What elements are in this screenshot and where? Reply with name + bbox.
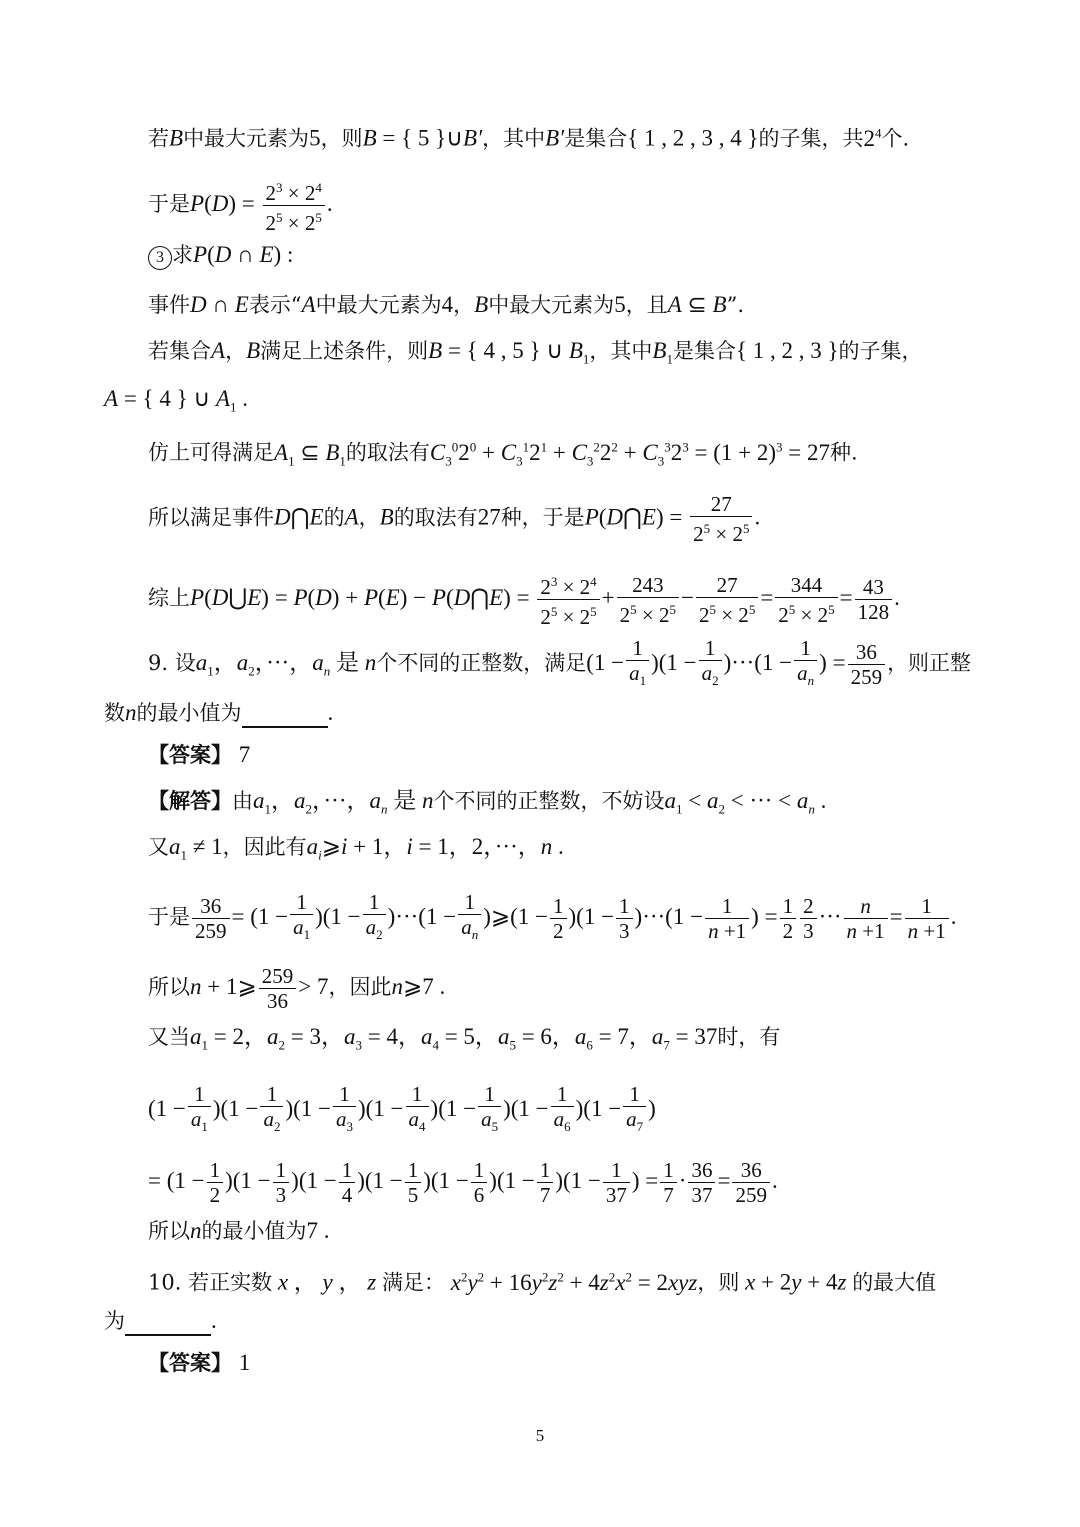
page-number: 5 (535, 1426, 545, 1445)
text: 所以 (148, 975, 190, 999)
text: 的最大值 (852, 1270, 937, 1295)
text: 个不同的正整数，满足 (376, 651, 587, 676)
solution-line-4: 所以n + 1⩾ $\frac{259}{36}$ > 7，因此n⩾7 . (148, 964, 446, 1013)
text: ，则 (320, 126, 363, 151)
line-5: 若集合A，B满足上述条件，则B = { 4 , 5 } ∪ $B_1$，其中$B_1$是集合{ 1 , 2 , 3 }的子集， (148, 338, 923, 367)
line-4: 事件D ∩ E表示“A中最大元素为4，B中最大元素为5，且A ⊆ B”. (148, 292, 745, 317)
text: 的取法有 (393, 505, 478, 530)
text: 满足上述条件，则 (260, 339, 429, 363)
text: 是集合 (564, 126, 628, 151)
question-10: 10. 若正实数 x ， y ， z 满足： $x^2y^2 + 16y^2z^2 + 4z^2x^2 = 2xyz$，则 x + 2y + 4z 的最大值 (148, 1269, 937, 1295)
text: ，因此有 (222, 835, 307, 859)
solution-line-8: 所以n的最小值为7 . (148, 1218, 330, 1243)
text: 中最大元素为 (488, 293, 615, 317)
text: ， (358, 505, 380, 530)
text: 个不同的正整数，不妨设 (433, 789, 665, 813)
text: 种，于是 (500, 505, 585, 530)
solution-line-3: 于是 $\frac{36}{259}$ = (1 − $\frac{1}{a_1}$ )(1 − $\frac{1}{a_2}$ )···(1 − $\frac{1}{a_n}$ )⩾(1 − $\frac{1}{2}$ )(1 − $\frac{1}{3}$ )···(1 − $\frac{1}{n +1}$ ) = $\frac{1}{2}$ $\frac{2}{3}$ ··· $\frac{n}{n +1}$ = $\frac{1}{n +1}$ . (148, 890, 957, 944)
text: 是集合 (672, 339, 736, 363)
text: 的最小值为 (201, 1219, 307, 1243)
solution-label: 【解答】 (148, 788, 232, 813)
solution-line-5: 又当$a_1 = 2$，$a_2 = 3$，$a_3 = 4$，$a_4 = 5$，$a_5 = 6$，$a_6 = 7$，$a_7 = 37$时，有 (148, 1024, 781, 1053)
text: 中最大元素为 (315, 293, 442, 317)
text: 为 (104, 1309, 125, 1333)
text: 满足： (381, 1270, 445, 1295)
text: 时，有 (717, 1025, 781, 1049)
text: ，则正整 (887, 651, 972, 676)
line-3: 3 求P(D ∩ E) : (148, 240, 1080, 270)
line-6: A = { 4 } ∪ $A_1$ . (104, 386, 249, 415)
text: 个. (881, 126, 910, 151)
text: ，则 (697, 1270, 740, 1295)
circled-three-icon: 3 (148, 246, 172, 270)
text: 又 (148, 835, 169, 859)
answer-10 (148, 1348, 1080, 1378)
text: ，其中 (589, 339, 653, 363)
text: 10. 若正实数 (148, 1270, 273, 1295)
line-1: 若B中最大元素为5，则B = { 5 }∪B′，其中B′是集合{ 1 , 2 , 3 , 4 }的子集，共$2^4$个. (148, 125, 910, 151)
text: 所以 (148, 1219, 190, 1243)
text: 仿上可得满足 (148, 440, 274, 465)
line-7: 仿上可得满足$A_1$ ⊆ $B_1$的取法有$C_3^02^0 + C_3^12^1 + C_3^22^2 + C_3^32^3 = (1 + 2)^3 = 27$种. (148, 439, 858, 469)
text: ， (453, 293, 475, 317)
text: 的 (323, 505, 345, 530)
text: 求 (172, 243, 193, 267)
text: 的子集，共 (758, 126, 864, 151)
text: 若集合 (148, 339, 211, 363)
text: 所以满足事件 (148, 505, 274, 530)
text: 若 (148, 126, 169, 151)
line-8: 所以满足事件D⋂E的A，B的取法有27种，于是P(D⋂E) = $\frac{27}{2^5 \times 2^5}$ . (148, 492, 761, 546)
fraction: $\frac{2^3 \times 2^4}{2^5 \times 2^5}$ (263, 176, 325, 235)
solution-line-6: (1 − $\frac{1}{a_1}$ )(1 − $\frac{1}{a_2}$ )(1 − $\frac{1}{a_3}$ )(1 − $\frac{1}{a_4}$ )(1 − $\frac{1}{a_5}$ )(1 − $\frac{1}{a_6}$ )(1 − $\frac{1}{a_7}$ ) (148, 1082, 656, 1135)
text: 又当 (148, 1025, 190, 1049)
text: 的取法有 (345, 440, 430, 465)
text: ”. (726, 293, 745, 317)
text: 于是 (148, 905, 190, 930)
line-2: 于是P(D) = $\frac{2^3 \times 2^4}{2^5 \times 2^5}$ . (148, 176, 1080, 235)
text: 综上 (148, 586, 190, 610)
text: 表示“ (248, 293, 302, 317)
text: 的最小值为 (136, 701, 242, 725)
text: ，其中 (482, 126, 546, 151)
question-9-cont: 数n的最小值为 . (104, 698, 1080, 728)
question-9: 9. 设$a_1$，$a_2$，···，$a_n$ 是 n个不同的正整数，满足(1 − $\frac{1}{a_1}$ )(1 − $\frac{1}{a_2}$ )···(1 − $\frac{1}{a_n}$ ) = $\frac{36}{259}$ ，则正整 (148, 636, 972, 690)
text: 中最大元素为 (183, 126, 310, 151)
text: 9. 设 (148, 651, 196, 676)
text: ，因此 (328, 975, 392, 999)
answer-9 (148, 740, 1080, 770)
fraction: $\frac{27}{2^5 \times 2^5}$ (690, 492, 752, 546)
solution-line-7: = (1 − $\frac{1}{2}$ )(1 − $\frac{1}{3}$ )(1 − $\frac{1}{4}$ )(1 − $\frac{1}{5}$ )(1 − $\frac{1}{6}$ )(1 − $\frac{1}{7}$ )(1 − $\frac{1}{37}$ ) = $\frac{1}{7}$ · $\frac{36}{37}$ = $\frac{36}{259}$ . (148, 1158, 778, 1207)
solution-line-2: 又$a_1 \ne 1$，因此有$a_i⩾i + 1$，i = 1，2，···，n . (148, 834, 564, 863)
text: ，且 (625, 293, 668, 317)
text: 种. (829, 440, 858, 465)
text: 于是 (148, 192, 190, 216)
line-9: 综上P(D⋃E) = P(D) + P(E) − P(D⋂E) = $\frac{2^3 \times 2^4}{2^5 \times 2^5}$ + $\frac{243}{2^5 \times 2^5}$ − $\frac{27}{2^5 \times 2^5}$ = $\frac{344}{2^5 \times 2^5}$ = $\frac{43}{128}$ . (148, 570, 1080, 629)
answer-label: 【答案】 (148, 1350, 232, 1375)
solution-line-1: 【解答】由$a_1$，$a_2$，···，$a_n$ 是 n个不同的正整数，不妨设$a_1 < a_2$ < ··· < $a_n$ . (148, 788, 827, 817)
answer-blank (125, 1312, 211, 1336)
text: 事件 (148, 293, 190, 317)
text: 由 (232, 789, 253, 813)
text: ， (225, 339, 247, 363)
text: 数 (104, 701, 125, 725)
answer-value: 1 (238, 1350, 251, 1375)
text: 的子集， (838, 339, 923, 363)
question-10-cont: 为 . (104, 1306, 1080, 1336)
answer-label: 【答案】 (148, 742, 232, 767)
answer-value: 7 (238, 742, 251, 767)
answer-blank (242, 704, 328, 728)
